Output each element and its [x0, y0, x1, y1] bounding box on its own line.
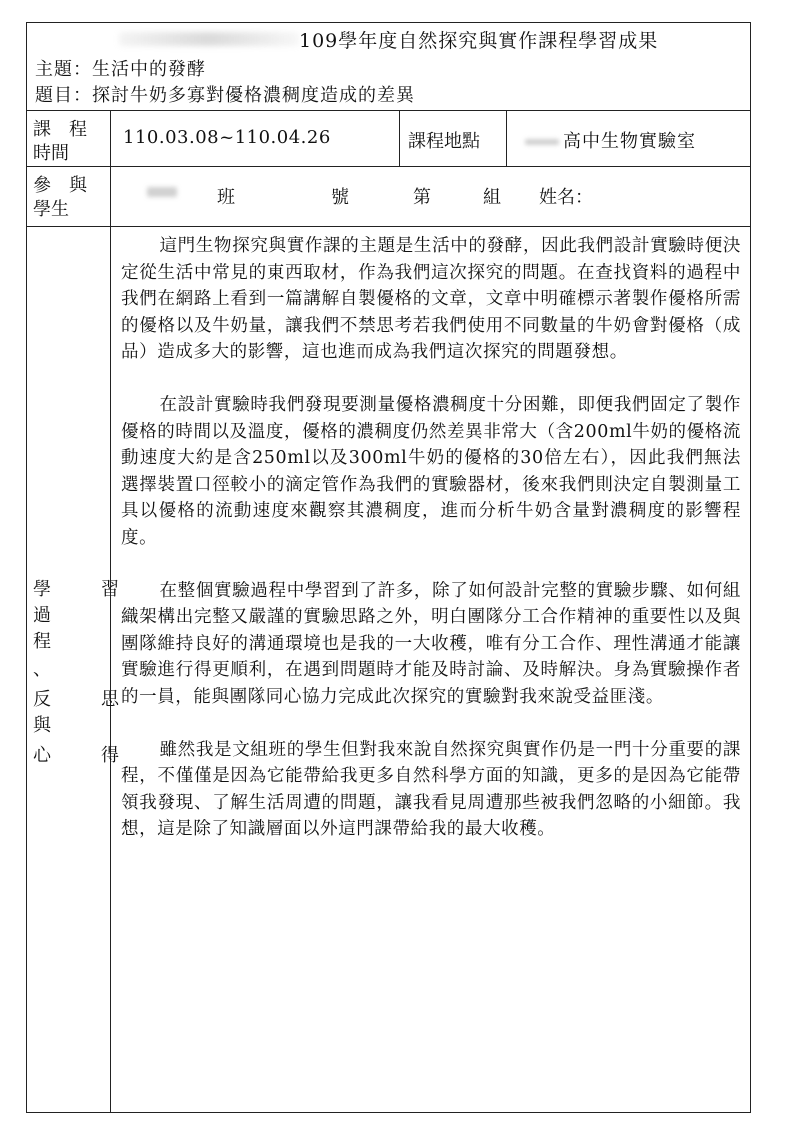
- redacted-school-prefix: [525, 139, 559, 145]
- reflection-paragraph-3: 在整個實驗過程中學習到了許多，除了如何設計完整的實驗步驟、如何組織架構出完整又嚴謹的實驗思路之外，明白團隊分工合作精神的重要性以及與團隊維持良好的溝通環境也是我的一大收穫，唯有分工合作、理性溝通才能讓實驗進行得更順利，在遇到問題時才能及時討論、及時解決。身為實驗操作者的一員，能與團隊同心協力完成此次探究的實驗對我來說受益匪淺。: [121, 580, 741, 707]
- title-line: [27, 26, 750, 52]
- seat-label: 號: [331, 187, 349, 208]
- subject-line: 題目：探討牛奶多寡對優格濃稠度造成的差異: [35, 85, 415, 106]
- time-label-line-2: 時間: [33, 143, 69, 164]
- course-time-value: 110.03.08~110.04.26: [123, 127, 331, 148]
- time-label-cell: [27, 111, 111, 166]
- reflection-label-line-1: 學 習: [33, 579, 135, 600]
- name-label: 姓名：: [539, 187, 593, 208]
- reflection-label-cell: [27, 227, 135, 1112]
- learning-outcome-form: [26, 22, 751, 1113]
- class-label: 班: [217, 187, 235, 208]
- participants-row: [27, 167, 750, 227]
- location-value: 高中生物實驗室: [563, 131, 696, 152]
- reflection-label-line-3: 程: [33, 631, 51, 652]
- reflection-paragraph-2: 在設計實驗時我們發現要測量優格濃稠度十分困難，即便我們固定了製作優格的時間以及溫度，優格的濃稠度仍然差異非常大（含200ml牛奶的優格流動速度大約是含250ml以及300ml牛奶的優格的30倍左右），因此我們無法選擇裝置口徑較小的滴定管作為我們的實驗器材，後來我們則決定自製測量工具以優格的流動速度來觀察其濃稠度，進而分析牛奶含量對濃稠度的影響程度。: [121, 395, 741, 548]
- redacted-school-name: [119, 32, 299, 46]
- reflection-label-line-7: 心 得: [33, 745, 135, 766]
- participants-label-line-2: 學生: [33, 199, 69, 220]
- group-label-prefix: 第: [413, 187, 431, 208]
- participants-label-line-1: 參 與: [33, 175, 87, 196]
- form-title: 109學年度自然探究與實作課程學習成果: [299, 30, 659, 52]
- reflection-label-line-2: 過: [33, 605, 51, 626]
- redacted-class-number: [147, 187, 177, 197]
- reflection-label-line-5: 反 思: [33, 689, 135, 710]
- participants-label-cell: [27, 167, 111, 226]
- group-label-suffix: 組: [483, 187, 501, 208]
- time-label-line-1: 課 程: [33, 119, 87, 140]
- location-label-cell: [399, 111, 507, 166]
- course-time-row: [27, 111, 750, 167]
- location-label: 課程地點: [408, 131, 480, 152]
- reflection-row: [27, 227, 750, 1112]
- form-header: [27, 23, 750, 111]
- reflection-paragraph-4: 雖然我是文組班的學生但對我來說自然探究與實作仍是一門十分重要的課程，不僅僅是因為它能帶給我更多自然科學方面的知識，更多的是因為它能帶領我發現、了解生活周遭的問題，讓我看見周遭那些被我們忽略的小細節。我想，這是除了知識層面以外這門課帶給我的最大收穫。: [121, 739, 741, 839]
- reflection-label-line-6: 與: [33, 715, 51, 736]
- topic-line: 主題：生活中的發酵: [35, 59, 206, 80]
- reflection-label-line-4: 、: [33, 659, 51, 680]
- reflection-paragraph-1: 這門生物探究與實作課的主題是生活中的發酵，因此我們設計實驗時便決定從生活中常見的東西取材，作為我們這次探究的問題。在查找資料的過程中我們在網路上看到一篇講解自製優格的文章，文章中明確標示著製作優格所需的優格以及牛奶量，讓我們不禁思考若我們使用不同數量的牛奶會對優格（成品）造成多大的影響，這也進而成為我們這次探究的問題發想。: [121, 236, 741, 362]
- reflection-text: [121, 233, 741, 869]
